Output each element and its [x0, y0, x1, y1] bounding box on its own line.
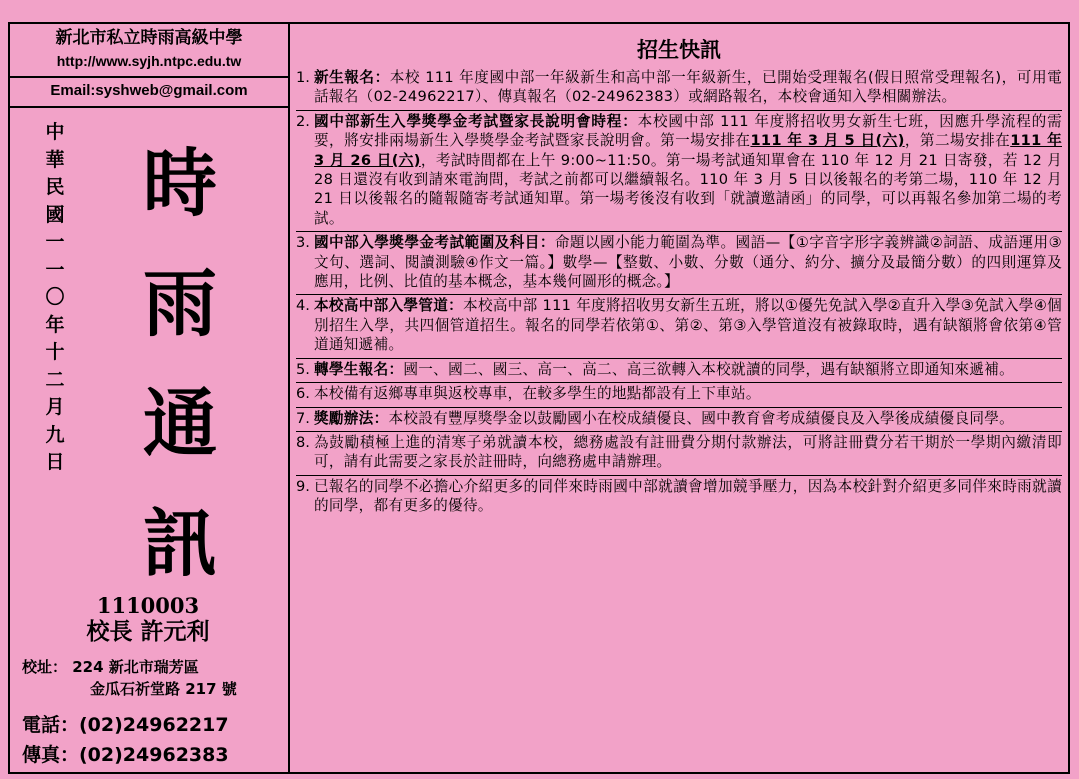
date-char: 民: [45, 176, 65, 198]
address-line-1: 校址： 224 新北市瑞芳區: [22, 658, 199, 676]
school-header-box: [10, 24, 288, 78]
item-separator: ：: [374, 69, 390, 86]
page-title: 招生快訊: [637, 37, 721, 62]
item-body: 本校國中部 111 年度將招收男女新生七班，因應升學流程的需要，將安排兩場新生入學獎學金考試暨家長說明會。第一場安排在: [314, 112, 1062, 150]
item-number: 9.: [296, 477, 310, 495]
item-separator: ：: [539, 234, 555, 252]
item-number: 5.: [296, 360, 310, 378]
item-body: ，考試時間都在上午 9:00~11:50。第一場考試通知單會在 110 年 12 月 21 日寄發，若 12 月 28 日還沒有收到請來電詢問，考試之前都可以繼續報名。110 年 3 月 5 日以後報名的考第二場，110 年 12 月 21 日以後報名的隨報隨寄考試通知單。第一場考後沒有收到「就讀邀請函」的同學，可以再報名參加第二場的考試。: [314, 151, 1062, 227]
date-char: 〇: [45, 286, 65, 308]
left-column: [10, 24, 290, 772]
school-name: 新北市私立時雨高級中學: [55, 28, 243, 48]
principal-name: 校長 許元利: [86, 618, 210, 645]
item-body: 命題以國小能力範圍為準。國語—【①字音字形字義辨識②詞語、成語運用③文句、選詞、閱讀測驗④作文一篇。】數學—【整數、小數、分數（通分、約分、擴分及最簡分數）的四則運算及應用，比例、比值的基本概念，基本幾何圖形的概念。】: [314, 234, 1062, 291]
item-number: 2.: [296, 112, 310, 130]
date-char: 十: [45, 341, 65, 363]
item-body: 為鼓勵積極上進的清寒子弟就讀本校，總務處設有註冊費分期付款辦法，可將註冊費分若干期於一學期內繳清即可，請有此需要之家長於註冊時，向總務處申請辦理。: [314, 433, 1062, 471]
exam-date-1: 111 年 3 月 5 日(六): [750, 132, 905, 150]
item-heading: 本校高中部入學管道: [314, 297, 449, 315]
item-number: 4.: [296, 297, 310, 315]
newsletter-frame: [8, 22, 1070, 774]
list-item: [296, 232, 1062, 295]
school-url[interactable]: http://www.syjh.ntpc.edu.tw: [56, 53, 242, 69]
item-heading: 獎勵辦法: [314, 409, 374, 427]
item-separator: ：: [373, 409, 389, 427]
item-body: 本校備有返鄉專車與返校專車，在較多學生的地點都設有上下車站。: [314, 385, 761, 403]
item-separator: ：: [448, 297, 464, 315]
list-item: [296, 383, 1062, 407]
list-item: [296, 295, 1062, 358]
list-item: [296, 476, 1062, 519]
email-address[interactable]: Email:syshweb@gmail.com: [50, 82, 248, 99]
item-separator: ：: [622, 112, 638, 130]
date-char: 二: [45, 368, 65, 391]
masthead-char: 時: [143, 141, 217, 227]
list-item: [296, 359, 1062, 383]
item-number: 6.: [296, 385, 310, 403]
item-body: 本校 111 年度國中部一年級新生和高中部一年級新生，已開始受理報名(假日照常受理報名)，可用電話報名（02-24962217）、傳真報名（02-24962383）或網路報名，本校會通知入學相關辦法。: [314, 69, 1062, 106]
date-char: 日: [45, 451, 65, 473]
item-body: 本校設有豐厚獎學金以鼓勵國小在校成績優良、國中教育會考成績優良及入學後成績優良同學。: [388, 409, 1015, 427]
masthead-char: 雨: [143, 261, 217, 347]
date-char: 一: [45, 258, 65, 281]
address-line-2: 金瓜石祈堂路 217 號: [90, 680, 237, 698]
exam-date-2: 111 年 3 月 26 日(六): [314, 132, 1062, 169]
date-char: 華: [45, 148, 65, 171]
email-box: [10, 78, 288, 108]
main-column: [290, 24, 1068, 772]
date-char: 國: [45, 203, 65, 226]
item-number: 8.: [296, 433, 310, 451]
masthead-char: 訊: [143, 501, 217, 587]
issue-date-vertical: [40, 119, 70, 477]
item-body: 國一、國二、國三、高一、高二、高三欲轉入本校就讀的同學，遇有缺額將立即通知來遞補。: [403, 360, 1015, 378]
masthead-char: 通: [143, 381, 217, 467]
item-number: 1.: [296, 69, 310, 86]
newsletter-masthead: [130, 124, 230, 604]
date-char: 中: [45, 121, 65, 143]
item-number: 7.: [296, 409, 310, 427]
item-heading: 轉學生報名: [314, 360, 389, 378]
list-item: [296, 408, 1062, 432]
list-item: [296, 111, 1062, 232]
item-heading: 國中部新生入學獎學金考試暨家長說明會時程: [314, 112, 623, 130]
item-body: ，第二場安排在: [904, 132, 1011, 150]
date-char: 九: [45, 423, 65, 446]
item-heading: 新生報名: [314, 69, 375, 86]
issue-code: 1110003: [96, 593, 200, 618]
date-char: 年: [45, 313, 65, 336]
date-char: 一: [45, 231, 65, 253]
item-body: 本校高中部 111 年度將招收男女新生五班，將以①優先免試入學②直升入學③免試入學④個別招生入學，共四個管道招生。報名的同學若依第①、第②、第③入學管道沒有被錄取時，遇有缺額將會依第④管道通知遞補。: [314, 297, 1062, 354]
item-heading: 國中部入學獎學金考試範圍及科目: [314, 234, 540, 252]
list-item: [296, 67, 1062, 111]
telephone: 電話：(02)24962217: [22, 714, 229, 736]
item-separator: ：: [388, 360, 404, 378]
item-number: 3.: [296, 234, 310, 252]
item-body: 已報名的同學不必擔心介紹更多的同伴來時雨國中部就讀會增加競爭壓力，因為本校針對介紹更多同伴來時雨就讀的同學，都有更多的優待。: [314, 477, 1062, 515]
date-char: 月: [45, 396, 65, 418]
fax: 傳真：(02)24962383: [22, 744, 229, 766]
list-item: [296, 432, 1062, 476]
